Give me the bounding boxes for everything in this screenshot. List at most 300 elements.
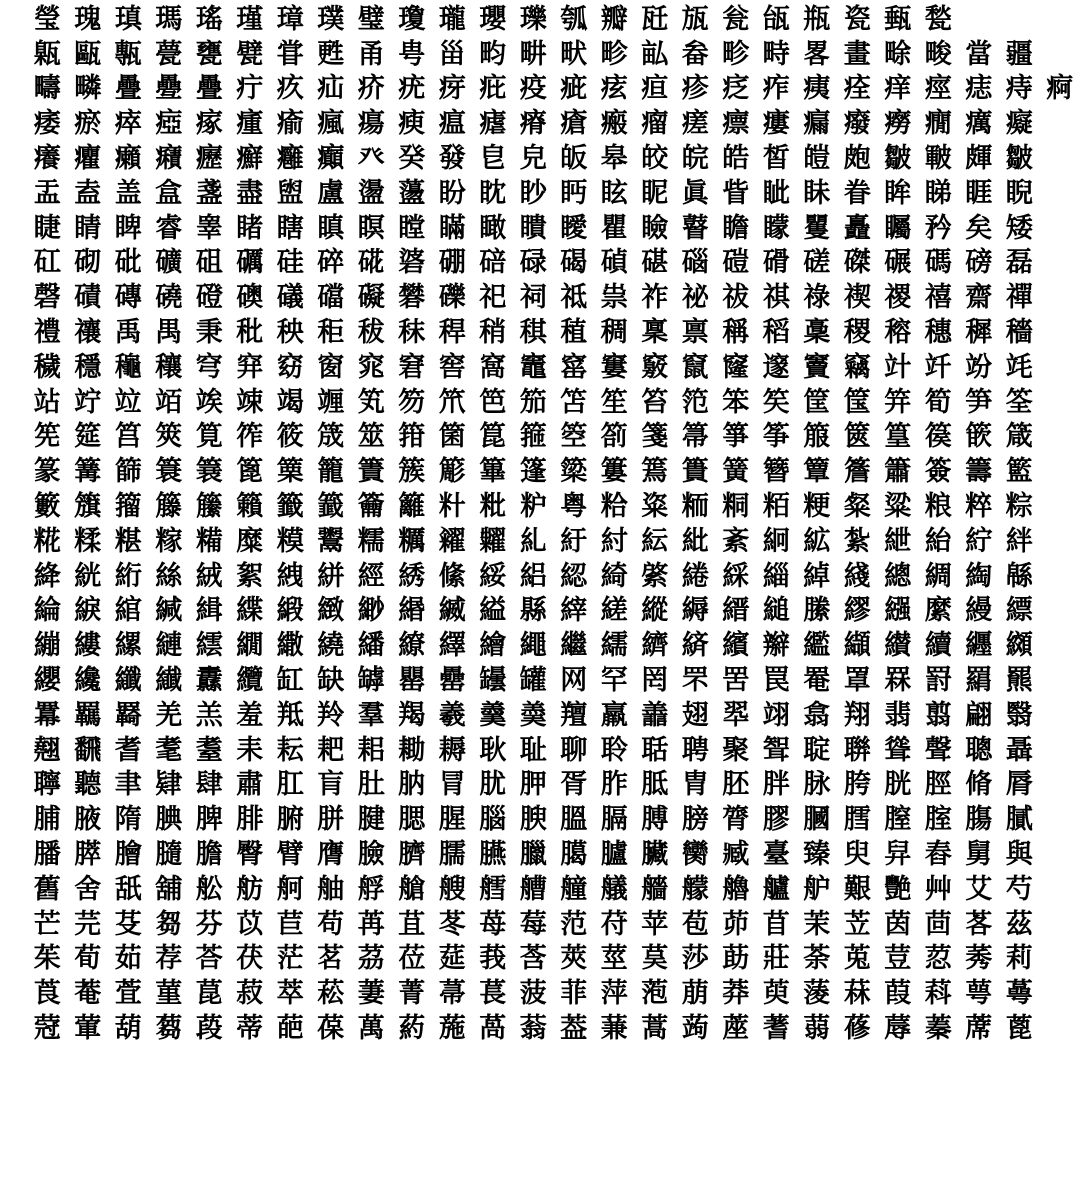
glyph-row [27, 141, 1033, 176]
glyph-character: 茹 [114, 943, 142, 975]
glyph-character: 艫 [762, 873, 790, 905]
glyph-character: 艙 [398, 873, 426, 905]
glyph-character: 萵 [479, 1013, 507, 1044]
glyph-character: 耜 [357, 734, 385, 766]
glyph-character: 膂 [722, 804, 750, 836]
glyph-character: 笳 [519, 386, 547, 418]
glyph-row [27, 72, 1074, 107]
glyph-character: 皃 [519, 143, 547, 175]
glyph-character: 翅 [681, 699, 709, 731]
glyph-character: 莇 [722, 943, 750, 975]
glyph-character: 苣 [276, 908, 304, 940]
glyph-character: 膠 [762, 804, 790, 836]
glyph-character: 礦 [155, 247, 183, 279]
glyph-character: 菽 [236, 978, 264, 1010]
glyph-character: 璋 [276, 3, 304, 35]
glyph-character: 畛 [722, 38, 750, 70]
glyph-character: 碣 [560, 247, 588, 279]
glyph-character: 礫 [438, 282, 466, 314]
glyph-character: 芍 [1005, 873, 1033, 905]
glyph-character: 罔 [641, 665, 669, 697]
glyph-character: 芻 [155, 908, 183, 940]
glyph-character: 箘 [438, 421, 466, 453]
glyph-character: 筮 [357, 421, 385, 453]
glyph-character: 臂 [276, 839, 304, 871]
glyph-character: 紮 [843, 525, 871, 557]
glyph-character: 緡 [398, 595, 426, 627]
glyph-character: 笂 [357, 386, 385, 418]
glyph-character: 癸 [398, 143, 426, 175]
glyph-character: 碚 [479, 247, 507, 279]
glyph-row [27, 106, 1033, 141]
glyph-character: 疺 [722, 73, 750, 105]
glyph-character: 繧 [195, 630, 223, 662]
glyph-character: 臘 [519, 839, 547, 871]
glyph-character: 聿 [114, 769, 142, 801]
glyph-character: 莟 [519, 943, 547, 975]
glyph-row [27, 524, 1033, 559]
glyph-character: 腑 [276, 804, 304, 836]
glyph-character: 癧 [195, 143, 223, 175]
glyph-character: 穉 [965, 317, 993, 349]
glyph-character: 絋 [803, 525, 831, 557]
glyph-character: 緤 [236, 595, 264, 627]
glyph-character: 蘯 [398, 177, 426, 209]
glyph-character: 穢 [33, 351, 61, 383]
glyph-character: 碎 [317, 247, 345, 279]
glyph-character: 礇 [236, 282, 264, 314]
glyph-character: 皖 [681, 143, 709, 175]
glyph-character: 萪 [924, 978, 952, 1010]
glyph-character: 繻 [600, 630, 628, 662]
glyph-character: 禹 [114, 317, 142, 349]
glyph-row [27, 907, 1033, 942]
glyph-character: 繝 [236, 630, 264, 662]
glyph-character: 癬 [236, 143, 264, 175]
glyph-character: 緻 [317, 595, 345, 627]
glyph-character: 碌 [519, 247, 547, 279]
glyph-character: 綺 [600, 560, 628, 592]
glyph-character: 糀 [33, 525, 61, 557]
glyph-character: 荵 [924, 943, 952, 975]
glyph-character: 痾 [1046, 73, 1074, 105]
glyph-character: 篥 [276, 456, 304, 488]
glyph-character: 紲 [884, 525, 912, 557]
glyph-character: 筱 [276, 421, 304, 453]
glyph-character: 瓮 [722, 3, 750, 35]
glyph-character: 祕 [681, 282, 709, 314]
glyph-character: 瓷 [843, 3, 871, 35]
glyph-character: 茱 [33, 943, 61, 975]
glyph-character: 艱 [843, 873, 871, 905]
glyph-character: 矮 [1005, 212, 1033, 244]
glyph-character: 瘁 [114, 108, 142, 140]
glyph-character: 瓵 [762, 3, 790, 35]
glyph-character: 硴 [357, 247, 385, 279]
glyph-character: 紜 [641, 525, 669, 557]
glyph-character: 磚 [114, 282, 142, 314]
glyph-character: 筍 [924, 386, 952, 418]
glyph-character: 翕 [803, 699, 831, 731]
glyph-character: 疚 [276, 73, 304, 105]
glyph-character: 絲 [155, 560, 183, 592]
glyph-character: 胙 [600, 769, 628, 801]
glyph-character: 罘 [681, 665, 709, 697]
glyph-character: 籟 [236, 491, 264, 523]
glyph-character: 紵 [965, 525, 993, 557]
glyph-row [27, 559, 1033, 594]
glyph-character: 萓 [114, 978, 142, 1010]
glyph-character: 繹 [438, 630, 466, 662]
glyph-character: 硼 [438, 247, 466, 279]
glyph-character: 罅 [357, 665, 385, 697]
glyph-character: 蓊 [519, 1013, 547, 1044]
glyph-character: 蓍 [762, 1013, 790, 1044]
glyph-character: 綽 [803, 560, 831, 592]
glyph-character: 罨 [803, 665, 831, 697]
glyph-character: 瞿 [600, 212, 628, 244]
glyph-character: 莎 [681, 943, 709, 975]
glyph-character: 籐 [155, 491, 183, 523]
glyph-character: 筅 [33, 421, 61, 453]
glyph-character: 礑 [317, 282, 345, 314]
glyph-character: 膃 [560, 804, 588, 836]
glyph-character: 羶 [560, 699, 588, 731]
glyph-character: 硅 [276, 247, 304, 279]
glyph-character: 荐 [155, 943, 183, 975]
glyph-character: 癶 [357, 143, 385, 175]
glyph-character: 臀 [236, 839, 264, 871]
glyph-character: 聶 [1005, 734, 1033, 766]
glyph-character: 莽 [722, 978, 750, 1010]
glyph-character: 瘃 [195, 108, 223, 140]
glyph-character: 罕 [600, 665, 628, 697]
glyph-character: 竓 [1005, 351, 1033, 383]
glyph-character: 祚 [641, 282, 669, 314]
glyph-character: 苞 [681, 908, 709, 940]
glyph-character: 腋 [74, 804, 102, 836]
glyph-character: 窈 [276, 351, 304, 383]
glyph-character: 篝 [74, 456, 102, 488]
glyph-character: 茘 [357, 943, 385, 975]
glyph-character: 瘻 [762, 108, 790, 140]
glyph-character: 皎 [641, 143, 669, 175]
glyph-character: 粫 [681, 491, 709, 523]
glyph-character: 艢 [641, 873, 669, 905]
glyph-character: 繃 [33, 630, 61, 662]
glyph-character: 臍 [398, 839, 426, 871]
glyph-character: 篦 [236, 456, 264, 488]
glyph-character: 筝 [762, 421, 790, 453]
glyph-character: 站 [33, 386, 61, 418]
glyph-character: 笨 [722, 386, 750, 418]
glyph-character: 磧 [74, 282, 102, 314]
glyph-character: 莚 [438, 943, 466, 975]
glyph-character: 羲 [438, 699, 466, 731]
glyph-character: 綢 [924, 560, 952, 592]
glyph-character: 縲 [114, 630, 142, 662]
glyph-character: 蓖 [1005, 1013, 1033, 1044]
glyph-character: 籀 [114, 491, 142, 523]
glyph-character: 筧 [195, 421, 223, 453]
glyph-row [27, 837, 1033, 872]
glyph-character: 緞 [276, 595, 304, 627]
glyph-character: 籃 [1005, 456, 1033, 488]
glyph-character: 皙 [762, 143, 790, 175]
glyph-row [27, 350, 1033, 385]
glyph-character: 縢 [803, 595, 831, 627]
glyph-character: 甹 [398, 38, 426, 70]
glyph-character: 眩 [600, 177, 628, 209]
glyph-character: 苻 [600, 908, 628, 940]
glyph-character: 畫 [843, 38, 871, 70]
glyph-character: 苒 [357, 908, 385, 940]
glyph-character: 禊 [843, 282, 871, 314]
glyph-character: 痿 [33, 108, 61, 140]
glyph-character: 聨 [843, 734, 871, 766]
glyph-character: 皚 [803, 143, 831, 175]
glyph-character: 葮 [195, 1013, 223, 1044]
glyph-character: 絛 [438, 560, 466, 592]
glyph-character: 舊 [33, 873, 61, 905]
glyph-character: 苜 [762, 908, 790, 940]
glyph-character: 盞 [195, 177, 223, 209]
glyph-character: 穃 [884, 317, 912, 349]
glyph-character: 瞼 [641, 212, 669, 244]
glyph-character: 肄 [155, 769, 183, 801]
glyph-character: 竭 [276, 386, 304, 418]
glyph-character: 縱 [641, 595, 669, 627]
glyph-character: 砠 [195, 247, 223, 279]
glyph-character: 筐 [803, 386, 831, 418]
glyph-character: 胯 [843, 769, 871, 801]
glyph-character: 臟 [641, 839, 669, 871]
glyph-character: 箒 [681, 421, 709, 453]
glyph-character: 睇 [924, 177, 952, 209]
glyph-character: 肆 [195, 769, 223, 801]
glyph-character: 羹 [479, 699, 507, 731]
glyph-character: 臚 [600, 839, 628, 871]
glyph-character: 癇 [924, 108, 952, 140]
glyph-character: 瘥 [681, 108, 709, 140]
glyph-character: 舫 [236, 873, 264, 905]
glyph-character: 糘 [155, 525, 183, 557]
glyph-character: 矚 [884, 212, 912, 244]
glyph-character: 范 [560, 908, 588, 940]
glyph-character: 穩 [74, 351, 102, 383]
glyph-character: 緘 [155, 595, 183, 627]
glyph-character: 萋 [357, 978, 385, 1010]
glyph-character: 眤 [641, 177, 669, 209]
glyph-character: 絎 [114, 560, 142, 592]
glyph-character: 耄 [155, 734, 183, 766]
glyph-character: 竢 [195, 386, 223, 418]
glyph-character: 綵 [722, 560, 750, 592]
glyph-character: 脣 [1005, 769, 1033, 801]
glyph-character: 竍 [884, 351, 912, 383]
glyph-character: 翊 [762, 699, 790, 731]
glyph-character: 葯 [398, 1013, 426, 1044]
glyph-character: 碼 [924, 247, 952, 279]
glyph-character: 芬 [195, 908, 223, 940]
glyph-character: 辮 [762, 630, 790, 662]
glyph-character: 簓 [438, 456, 466, 488]
glyph-character: 祿 [803, 282, 831, 314]
glyph-character: 箚 [600, 421, 628, 453]
glyph-character: 箟 [479, 421, 507, 453]
glyph-character: 癪 [155, 143, 183, 175]
glyph-character: 紕 [681, 525, 709, 557]
glyph-character: 葫 [114, 1013, 142, 1044]
glyph-character: 甬 [357, 38, 385, 70]
glyph-character: 腟 [924, 804, 952, 836]
glyph-character: 荳 [884, 943, 912, 975]
glyph-character: 祺 [762, 282, 790, 314]
glyph-character: 簟 [803, 456, 831, 488]
glyph-character: 絳 [33, 560, 61, 592]
glyph-character: 碵 [600, 247, 628, 279]
glyph-character: 禺 [155, 317, 183, 349]
glyph-character: 眷 [843, 177, 871, 209]
glyph-character: 菻 [843, 978, 871, 1010]
glyph-character: 竊 [843, 351, 871, 383]
glyph-character: 疊 [114, 73, 142, 105]
glyph-character: 皹 [965, 143, 993, 175]
glyph-character: 畧 [803, 38, 831, 70]
glyph-character: 簷 [843, 456, 871, 488]
glyph-character: 甈 [33, 38, 61, 70]
glyph-character: 稾 [803, 317, 831, 349]
glyph-character: 芟 [114, 908, 142, 940]
glyph-character: 稻 [762, 317, 790, 349]
glyph-character: 羆 [1005, 665, 1033, 697]
glyph-character: 莢 [560, 943, 588, 975]
glyph-character: 簑 [155, 456, 183, 488]
glyph-character: 聚 [722, 734, 750, 766]
glyph-character: 粹 [965, 491, 993, 523]
glyph-character: 疔 [236, 73, 264, 105]
glyph-character: 繪 [479, 630, 507, 662]
glyph-character: 羝 [276, 699, 304, 731]
glyph-character: 疫 [519, 73, 547, 105]
glyph-character: 膓 [965, 804, 993, 836]
glyph-character: 舐 [114, 873, 142, 905]
glyph-character: 瞠 [398, 212, 426, 244]
glyph-row [27, 628, 1033, 663]
glyph-character: 箏 [722, 421, 750, 453]
glyph-character: 胼 [317, 804, 345, 836]
glyph-character: 籔 [33, 491, 61, 523]
glyph-character: 臧 [722, 839, 750, 871]
glyph-character: 秕 [236, 317, 264, 349]
glyph-character: 瓣 [600, 3, 628, 35]
glyph-character: 腱 [357, 804, 385, 836]
glyph-character: 砒 [114, 247, 142, 279]
glyph-character: 胛 [519, 769, 547, 801]
glyph-character: 瘡 [560, 108, 588, 140]
glyph-character: 籘 [195, 491, 223, 523]
glyph-character: 膤 [843, 804, 871, 836]
glyph-character: 發 [438, 143, 466, 175]
glyph-character: 籏 [74, 491, 102, 523]
glyph-row [27, 663, 1033, 698]
glyph-character: 苺 [479, 908, 507, 940]
glyph-character: 籥 [357, 491, 385, 523]
glyph-row [27, 385, 1033, 420]
glyph-character: 腥 [438, 804, 466, 836]
glyph-character: 粳 [803, 491, 831, 523]
glyph-character: 聰 [965, 734, 993, 766]
glyph-character: 瘟 [438, 108, 466, 140]
glyph-character: 蒄 [33, 1013, 61, 1044]
glyph-character: 縅 [438, 595, 466, 627]
glyph-character: 竦 [236, 386, 264, 418]
glyph-character: 粲 [843, 491, 871, 523]
glyph-character: 紿 [924, 525, 952, 557]
glyph-character: 糒 [195, 525, 223, 557]
glyph-character: 甎 [114, 38, 142, 70]
glyph-character: 邃 [762, 351, 790, 383]
glyph-character: 聢 [803, 734, 831, 766]
glyph-character: 粃 [479, 491, 507, 523]
glyph-character: 睫 [33, 212, 61, 244]
glyph-character: 葷 [74, 1013, 102, 1044]
glyph-character: 羯 [398, 699, 426, 731]
glyph-character: 舸 [276, 873, 304, 905]
glyph-row [27, 420, 1033, 455]
glyph-character: 莅 [398, 943, 426, 975]
glyph-character: 翆 [722, 699, 750, 731]
glyph-character: 耋 [195, 734, 223, 766]
glyph-character: 糜 [236, 525, 264, 557]
glyph-character: 蓚 [843, 1013, 871, 1044]
glyph-character: 臠 [681, 839, 709, 871]
glyph-character: 艘 [438, 873, 466, 905]
glyph-character: 禧 [924, 282, 952, 314]
glyph-row [27, 1011, 1033, 1046]
glyph-character: 畛 [600, 38, 628, 70]
glyph-character: 畎 [560, 38, 588, 70]
glyph-character: 瞰 [479, 212, 507, 244]
glyph-character: 耿 [479, 734, 507, 766]
glyph-character: 臉 [357, 839, 385, 871]
glyph-character: 秧 [276, 317, 304, 349]
glyph-character: 盍 [74, 177, 102, 209]
glyph-character: 艀 [357, 873, 385, 905]
glyph-character: 睛 [74, 212, 102, 244]
glyph-character: 飜 [74, 734, 102, 766]
glyph-character: 肭 [398, 769, 426, 801]
glyph-character: 礙 [357, 282, 385, 314]
glyph-character: 畊 [519, 38, 547, 70]
glyph-character: 秣 [398, 317, 426, 349]
glyph-character: 艤 [600, 873, 628, 905]
glyph-character: 窕 [357, 351, 385, 383]
glyph-character: 疊 [195, 73, 223, 105]
glyph-character: 蓁 [924, 1013, 952, 1044]
glyph-character: 筰 [236, 421, 264, 453]
glyph-character: 癡 [1005, 108, 1033, 140]
glyph-character: 綸 [33, 595, 61, 627]
glyph-character: 箍 [519, 421, 547, 453]
glyph-character: 膾 [114, 839, 142, 871]
glyph-character: 禮 [33, 317, 61, 349]
glyph-character: 羞 [236, 699, 264, 731]
glyph-character: 縋 [762, 595, 790, 627]
glyph-character: 萇 [479, 978, 507, 1010]
glyph-character: 繚 [398, 630, 426, 662]
glyph-character: 羌 [155, 699, 183, 731]
